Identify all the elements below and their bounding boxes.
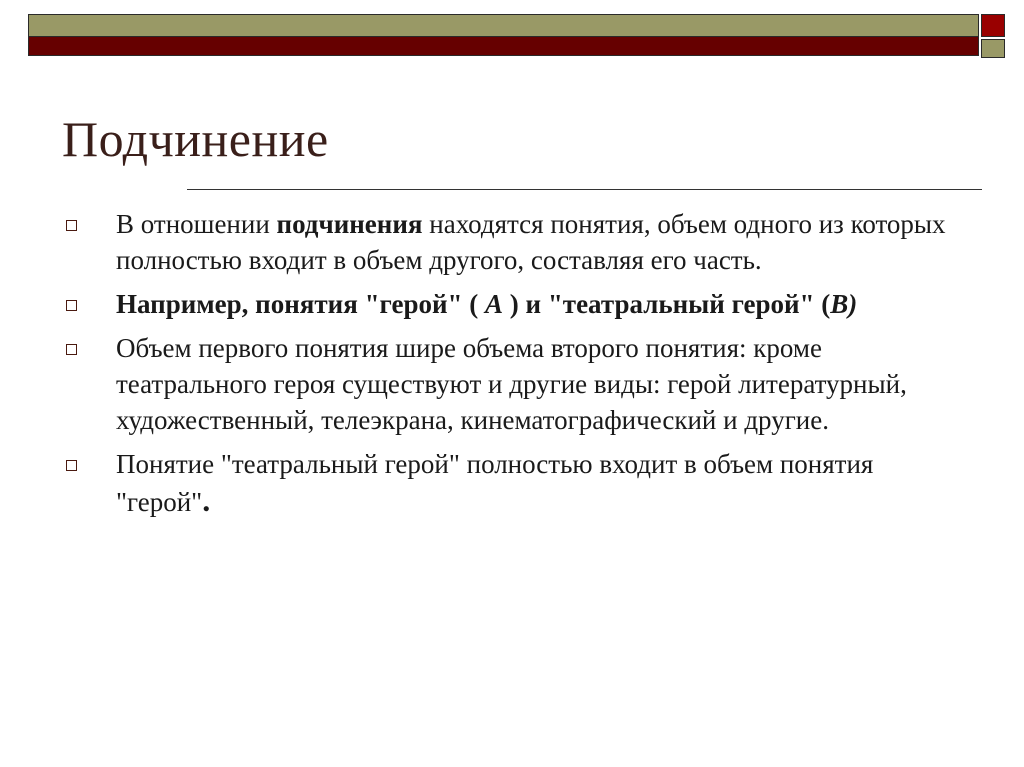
slide-title: Подчинение <box>62 111 329 167</box>
bullet-text: Понятие "театральный герой" полностью входит в объем понятия "герой" <box>116 449 874 517</box>
bullet-text: ) и "театральный герой" ( <box>503 289 831 319</box>
bullet-text: находятся понятия, объем одного из которых полностью входит в объем другого, составляя его часть. <box>116 209 946 275</box>
header-band <box>28 14 979 56</box>
bullet-text-italic: В) <box>830 289 858 319</box>
bullet-item-2 <box>62 286 962 322</box>
square-bullet-icon <box>66 300 77 311</box>
square-bullet-icon <box>66 460 77 471</box>
header-band-maroon-stripe <box>29 37 978 55</box>
bullet-list <box>62 206 962 528</box>
bullet-item-4 <box>62 446 962 520</box>
bullet-item-1 <box>62 206 962 278</box>
corner-square-red <box>981 14 1005 37</box>
square-bullet-icon <box>66 344 77 355</box>
square-bullet-icon <box>66 220 77 231</box>
bullet-item-3 <box>62 330 962 438</box>
bullet-text: Например, понятия "герой" ( <box>116 289 485 319</box>
bullet-text-period: . <box>202 482 211 518</box>
bullet-text: В отношении <box>116 209 277 239</box>
title-divider <box>187 189 982 190</box>
header-band-olive-stripe <box>29 15 978 37</box>
bullet-text-italic: А <box>485 289 504 319</box>
bullet-text: Объем первого понятия шире объема второго понятия: кроме театрального героя существуют и другие виды: герой литературный, художественный, телеэкрана, кинематографический и другие. <box>116 333 907 435</box>
bullet-text-bold: подчинения <box>276 209 423 239</box>
corner-square-olive <box>981 39 1005 58</box>
